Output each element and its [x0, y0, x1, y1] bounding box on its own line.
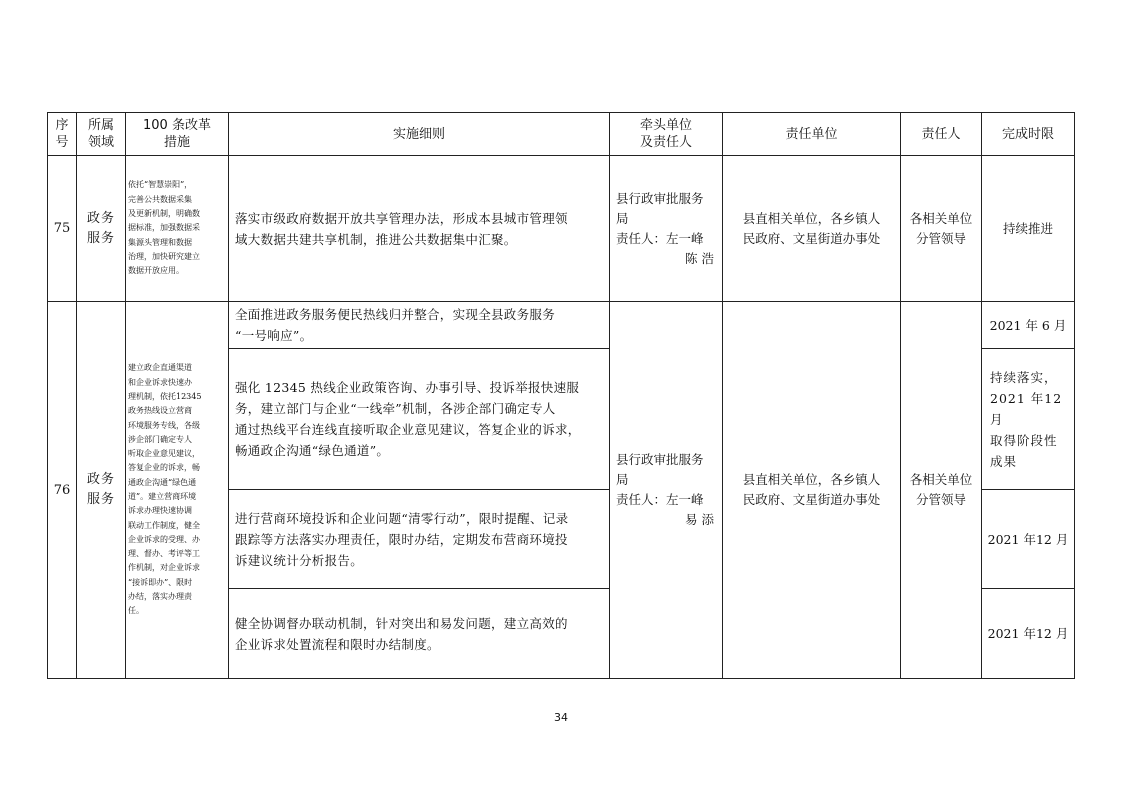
lead-unit-cell: 县行政审批服务 局 责任人：左一峰 陈 浩 — [610, 156, 723, 302]
measure-cell: 依托“智慧崇阳”， 完善公共数据采集 及更新机制，明确数 据标准，加强数据采 集源头管理和数据 治理，加快研究建立 数据开放应用。 — [126, 156, 229, 302]
header-deadline: 完成时限 — [982, 113, 1075, 156]
deadline-cell: 2021 年 6 月 — [982, 302, 1075, 349]
detail-cell: 强化 12345 热线企业政策咨询、办事引导、投诉举报快速服 务，建立部门与企业“一线牵”机制，各涉企部门确定专人 通过热线平台连线直接听取企业意见建议，答复企业的诉求， 畅通政企沟通“绿色通道”。 — [229, 349, 610, 490]
header-lead: 牵头单位 及责任人 — [610, 113, 723, 156]
header-seq: 序 号 — [48, 113, 77, 156]
table-row — [48, 156, 1075, 302]
reform-measures-table — [47, 112, 1075, 679]
measure-cell: 建立政企直通渠道 和企业诉求快速办 理机制，依托12345 政务热线设立营商 环境服务专线，各级 涉企部门确定专人 听取企业意见建议， 答复企业的诉求，畅 通政企沟通“绿色通 道”。建立营商环境 诉求办理快速协调 联动工作制度，健全 企业诉求的受理、办 理、督办、考评等工 作机制，对企业诉求 “接诉即办”、限时 办结，落实办理责 任。 — [126, 302, 229, 679]
detail-cell: 落实市级政府数据开放共享管理办法，形成本县城市管理领 域大数据共建共享机制，推进公共数据集中汇聚。 — [229, 156, 610, 302]
header-responsible-unit: 责任单位 — [723, 113, 901, 156]
deadline-cell: 持续落实， 2021 年12 月 取得阶段性 成果 — [982, 349, 1075, 490]
header-responsible-person: 责任人 — [901, 113, 982, 156]
detail-cell: 全面推进政务服务便民热线归并整合，实现全县政务服务 “一号响应”。 — [229, 302, 610, 349]
header-row — [48, 113, 1075, 156]
deadline-cell: 持续推进 — [982, 156, 1075, 302]
detail-cell: 进行营商环境投诉和企业问题“清零行动”，限时提醒、记录 跟踪等方法落实办理责任，限时办结，定期发布营商环境投 诉建议统计分析报告。 — [229, 490, 610, 589]
header-area: 所属 领域 — [77, 113, 126, 156]
responsible-unit-cell: 县直相关单位，各乡镇人 民政府、文星街道办事处 — [723, 302, 901, 679]
responsible-person-cell: 各相关单位 分管领导 — [901, 156, 982, 302]
table-row — [48, 302, 1075, 349]
deadline-cell: 2021 年12 月 — [982, 490, 1075, 589]
detail-cell: 健全协调督办联动机制，针对突出和易发问题，建立高效的 企业诉求处置流程和限时办结制度。 — [229, 589, 610, 679]
page-number: 34 — [554, 711, 568, 724]
deadline-cell: 2021 年12 月 — [982, 589, 1075, 679]
responsible-unit-cell: 县直相关单位，各乡镇人 民政府、文星街道办事处 — [723, 156, 901, 302]
header-measure: 100 条改革 措施 — [126, 113, 229, 156]
area-cell: 政务 服务 — [77, 302, 126, 679]
seq-cell: 75 — [48, 156, 77, 302]
area-cell: 政务 服务 — [77, 156, 126, 302]
responsible-person-cell: 各相关单位 分管领导 — [901, 302, 982, 679]
header-detail: 实施细则 — [229, 113, 610, 156]
lead-unit-cell: 县行政审批服务 局 责任人：左一峰 易 添 — [610, 302, 723, 679]
seq-cell: 76 — [48, 302, 77, 679]
